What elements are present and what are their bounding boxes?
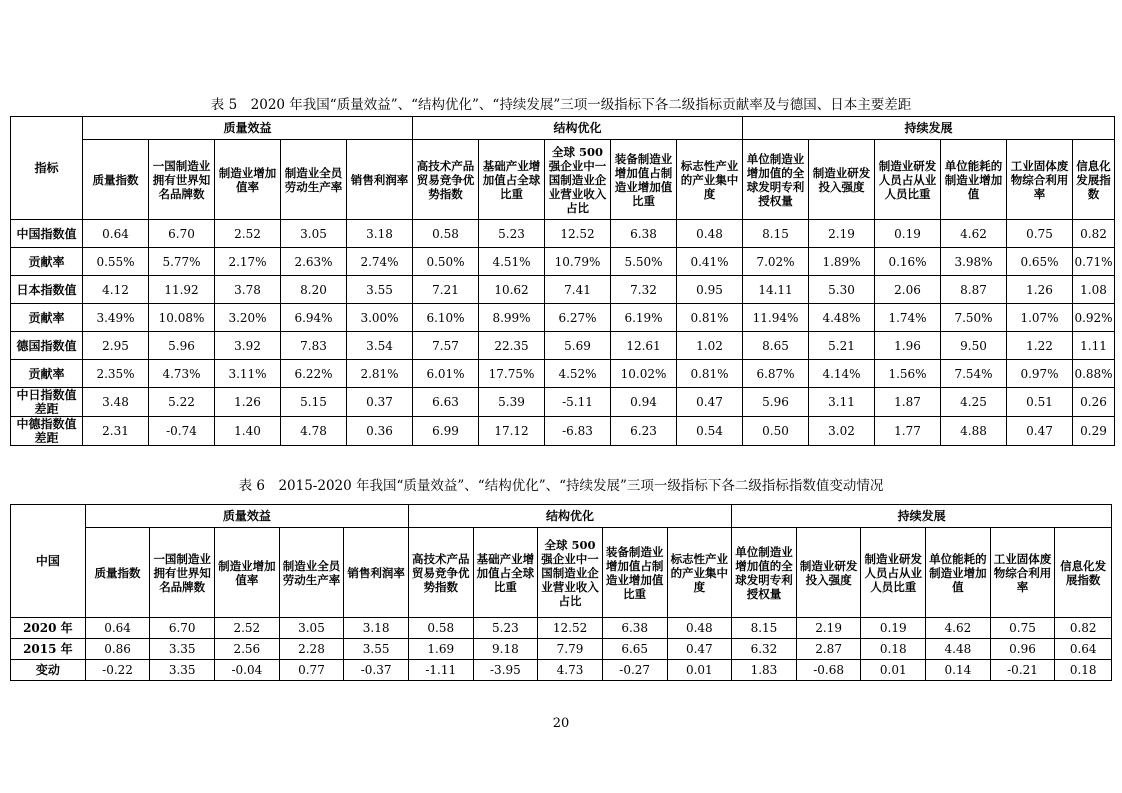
table-cell: 2.35% bbox=[83, 360, 149, 388]
table-cell: -5.11 bbox=[545, 388, 611, 417]
table-cell: 12.61 bbox=[611, 332, 677, 360]
table-cell: 3.54 bbox=[347, 332, 413, 360]
table-cell: 4.62 bbox=[926, 618, 991, 639]
table-cell: 7.79 bbox=[538, 639, 603, 660]
table-cell: -1.11 bbox=[408, 660, 473, 681]
table-cell: 0.26 bbox=[1073, 388, 1115, 417]
column-header: 装备制造业增加值占制造业增加值比重 bbox=[611, 140, 677, 220]
table-cell: 0.01 bbox=[861, 660, 926, 681]
table-cell: -0.37 bbox=[344, 660, 409, 681]
table-cell: 0.96 bbox=[990, 639, 1055, 660]
table-cell: 3.05 bbox=[281, 220, 347, 248]
table-cell: 1.07% bbox=[1007, 304, 1073, 332]
row-label: 贡献率 bbox=[11, 304, 83, 332]
column-header: 制造业全员劳动生产率 bbox=[279, 528, 344, 618]
table-cell: 3.92 bbox=[215, 332, 281, 360]
table-cell: 5.39 bbox=[479, 388, 545, 417]
table-cell: 7.41 bbox=[545, 276, 611, 304]
table-cell: 14.11 bbox=[743, 276, 809, 304]
table-cell: 10.62 bbox=[479, 276, 545, 304]
column-header: 全球 500 强企业中一国制造业企业营业收入占比 bbox=[545, 140, 611, 220]
table-cell: 6.27% bbox=[545, 304, 611, 332]
table-cell: 17.12 bbox=[479, 417, 545, 446]
table-cell: 11.92 bbox=[149, 276, 215, 304]
table-cell: 8.15 bbox=[732, 618, 797, 639]
group-header: 结构优化 bbox=[413, 117, 743, 140]
table-cell: 0.81% bbox=[677, 304, 743, 332]
column-header: 销售利润率 bbox=[347, 140, 413, 220]
column-header: 制造业研发人员占从业人员比重 bbox=[861, 528, 926, 618]
table-cell: 5.21 bbox=[809, 332, 875, 360]
group-header: 持续发展 bbox=[732, 505, 1112, 528]
table-cell: 0.75 bbox=[990, 618, 1055, 639]
column-header: 信息化发展指数 bbox=[1073, 140, 1115, 220]
table-cell: -3.95 bbox=[473, 660, 538, 681]
corner-label: 指标 bbox=[11, 117, 83, 220]
table-cell: 4.73 bbox=[538, 660, 603, 681]
table-cell: 6.01% bbox=[413, 360, 479, 388]
row-label: 中德指数值差距 bbox=[11, 417, 83, 446]
table-cell: 5.50% bbox=[611, 248, 677, 276]
column-header: 高技术产品贸易竞争优势指数 bbox=[413, 140, 479, 220]
group-header: 质量效益 bbox=[83, 117, 413, 140]
column-header: 单位能耗的制造业增加值 bbox=[941, 140, 1007, 220]
table-cell: 6.38 bbox=[602, 618, 667, 639]
table-cell: 22.35 bbox=[479, 332, 545, 360]
column-header: 制造业增加值率 bbox=[215, 140, 281, 220]
table-cell: 0.88% bbox=[1073, 360, 1115, 388]
table-cell: 4.51% bbox=[479, 248, 545, 276]
table-cell: 1.87 bbox=[875, 388, 941, 417]
table6-caption: 表 6 2015-2020 年我国“质量效益”、“结构优化”、“持续发展”三项一级指标下各二级指标指数值变动情况 bbox=[238, 478, 884, 494]
table-row bbox=[11, 304, 1115, 332]
row-label: 中国指数值 bbox=[11, 220, 83, 248]
row-label: 贡献率 bbox=[11, 360, 83, 388]
row-label: 日本指数值 bbox=[11, 276, 83, 304]
row-label: 德国指数值 bbox=[11, 332, 83, 360]
table-cell: 3.18 bbox=[344, 618, 409, 639]
table-cell: 3.11% bbox=[215, 360, 281, 388]
column-header: 工业固体废物综合利用率 bbox=[990, 528, 1055, 618]
table-cell: 1.26 bbox=[215, 388, 281, 417]
column-header: 标志性产业的产业集中度 bbox=[677, 140, 743, 220]
table-cell: 3.55 bbox=[344, 639, 409, 660]
table-cell: 2.63% bbox=[281, 248, 347, 276]
column-header: 质量指数 bbox=[83, 140, 149, 220]
table-cell: 2.74% bbox=[347, 248, 413, 276]
table-cell: 6.38 bbox=[611, 220, 677, 248]
table-cell: 4.62 bbox=[941, 220, 1007, 248]
table-cell: 2.17% bbox=[215, 248, 281, 276]
table-cell: 3.78 bbox=[215, 276, 281, 304]
table-cell: -0.22 bbox=[85, 660, 150, 681]
table-cell: 1.26 bbox=[1007, 276, 1073, 304]
table-cell: 6.94% bbox=[281, 304, 347, 332]
table-cell: -0.74 bbox=[149, 417, 215, 446]
table-cell: 8.20 bbox=[281, 276, 347, 304]
table-row bbox=[11, 332, 1115, 360]
corner-label: 中国 bbox=[11, 505, 86, 618]
table-cell: 0.47 bbox=[1007, 417, 1073, 446]
table-cell: 1.69 bbox=[408, 639, 473, 660]
table-cell: 7.02% bbox=[743, 248, 809, 276]
group-header: 质量效益 bbox=[85, 505, 408, 528]
row-label: 贡献率 bbox=[11, 248, 83, 276]
table-cell: 2.28 bbox=[279, 639, 344, 660]
table-cell: 7.54% bbox=[941, 360, 1007, 388]
table-cell: 0.29 bbox=[1073, 417, 1115, 446]
table-cell: 0.50 bbox=[743, 417, 809, 446]
table-cell: 3.48 bbox=[83, 388, 149, 417]
column-header: 销售利润率 bbox=[344, 528, 409, 618]
column-header: 制造业研发投入强度 bbox=[796, 528, 861, 618]
table6 bbox=[10, 504, 1112, 681]
table-cell: 2.06 bbox=[875, 276, 941, 304]
table-cell: 1.74% bbox=[875, 304, 941, 332]
table-cell: 4.14% bbox=[809, 360, 875, 388]
table-cell: 8.65 bbox=[743, 332, 809, 360]
column-header: 信息化发展指数 bbox=[1055, 528, 1112, 618]
table-cell: 3.02 bbox=[809, 417, 875, 446]
table-cell: 0.51 bbox=[1007, 388, 1073, 417]
table-row bbox=[11, 360, 1115, 388]
column-header: 全球 500 强企业中一国制造业企业营业收入占比 bbox=[538, 528, 603, 618]
table-cell: 5.96 bbox=[743, 388, 809, 417]
column-header: 基础产业增加值占全球比重 bbox=[479, 140, 545, 220]
table-cell: 1.11 bbox=[1073, 332, 1115, 360]
table-cell: 0.58 bbox=[408, 618, 473, 639]
table-cell: 0.41% bbox=[677, 248, 743, 276]
table-cell: 2.56 bbox=[215, 639, 280, 660]
table-cell: 6.23 bbox=[611, 417, 677, 446]
table-cell: 0.48 bbox=[667, 618, 732, 639]
table-cell: 7.32 bbox=[611, 276, 677, 304]
table-row bbox=[11, 276, 1115, 304]
table-cell: 0.01 bbox=[667, 660, 732, 681]
column-header: 标志性产业的产业集中度 bbox=[667, 528, 732, 618]
column-header: 单位制造业增加值的全球发明专利授权量 bbox=[732, 528, 797, 618]
table-cell: 4.73% bbox=[149, 360, 215, 388]
table-cell: 6.87% bbox=[743, 360, 809, 388]
table-cell: 6.22% bbox=[281, 360, 347, 388]
table-cell: 0.37 bbox=[347, 388, 413, 417]
table-cell: 1.96 bbox=[875, 332, 941, 360]
table-cell: 4.48% bbox=[809, 304, 875, 332]
table-cell: 3.05 bbox=[279, 618, 344, 639]
table-cell: 0.55% bbox=[83, 248, 149, 276]
table-cell: 2.87 bbox=[796, 639, 861, 660]
table-cell: 3.20% bbox=[215, 304, 281, 332]
table-cell: 0.14 bbox=[926, 660, 991, 681]
table-cell: 2.52 bbox=[215, 618, 280, 639]
table-cell: 0.19 bbox=[861, 618, 926, 639]
table-cell: 0.36 bbox=[347, 417, 413, 446]
table-cell: 0.65% bbox=[1007, 248, 1073, 276]
table-cell: 7.57 bbox=[413, 332, 479, 360]
table-cell: 12.52 bbox=[545, 220, 611, 248]
table-cell: 1.56% bbox=[875, 360, 941, 388]
table-cell: 5.22 bbox=[149, 388, 215, 417]
table-cell: 0.75 bbox=[1007, 220, 1073, 248]
table-cell: -6.83 bbox=[545, 417, 611, 446]
table-cell: 0.16% bbox=[875, 248, 941, 276]
column-header: 制造业全员劳动生产率 bbox=[281, 140, 347, 220]
table-cell: 1.40 bbox=[215, 417, 281, 446]
table-cell: 6.70 bbox=[149, 220, 215, 248]
column-header: 一国制造业拥有世界知名品牌数 bbox=[150, 528, 215, 618]
table-cell: 0.81% bbox=[677, 360, 743, 388]
table-cell: 5.23 bbox=[479, 220, 545, 248]
table-cell: 3.55 bbox=[347, 276, 413, 304]
table-cell: 0.50% bbox=[413, 248, 479, 276]
table-cell: 6.19% bbox=[611, 304, 677, 332]
table-cell: 0.64 bbox=[1055, 639, 1112, 660]
column-header: 工业固体废物综合利用率 bbox=[1007, 140, 1073, 220]
table-cell: 2.81% bbox=[347, 360, 413, 388]
table-cell: 6.10% bbox=[413, 304, 479, 332]
table-cell: 3.35 bbox=[150, 660, 215, 681]
table-cell: 4.12 bbox=[83, 276, 149, 304]
table-cell: 3.49% bbox=[83, 304, 149, 332]
table-cell: 0.82 bbox=[1055, 618, 1112, 639]
table-cell: -0.04 bbox=[215, 660, 280, 681]
table-cell: 2.31 bbox=[83, 417, 149, 446]
table-cell: 6.99 bbox=[413, 417, 479, 446]
table-cell: 10.08% bbox=[149, 304, 215, 332]
column-header: 质量指数 bbox=[85, 528, 150, 618]
table-cell: 0.86 bbox=[85, 639, 150, 660]
table-cell: 5.15 bbox=[281, 388, 347, 417]
table-cell: 0.77 bbox=[279, 660, 344, 681]
table-cell: 0.48 bbox=[677, 220, 743, 248]
table-cell: -0.21 bbox=[990, 660, 1055, 681]
column-header: 单位能耗的制造业增加值 bbox=[926, 528, 991, 618]
table-row bbox=[11, 417, 1115, 446]
table-cell: 3.98% bbox=[941, 248, 1007, 276]
table-cell: 1.83 bbox=[732, 660, 797, 681]
table-cell: 0.82 bbox=[1073, 220, 1115, 248]
table-cell: 0.18 bbox=[861, 639, 926, 660]
table-cell: 1.08 bbox=[1073, 276, 1115, 304]
table-row bbox=[11, 660, 1112, 681]
table-row bbox=[11, 639, 1112, 660]
column-header: 制造业增加值率 bbox=[215, 528, 280, 618]
table-cell: 4.48 bbox=[926, 639, 991, 660]
column-header: 制造业研发投入强度 bbox=[809, 140, 875, 220]
table-cell: 9.18 bbox=[473, 639, 538, 660]
table-cell: 8.15 bbox=[743, 220, 809, 248]
table-cell: 0.64 bbox=[85, 618, 150, 639]
row-label: 中日指数值差距 bbox=[11, 388, 83, 417]
group-header: 结构优化 bbox=[408, 505, 731, 528]
table-row bbox=[11, 388, 1115, 417]
table-cell: 4.52% bbox=[545, 360, 611, 388]
row-label: 变动 bbox=[11, 660, 86, 681]
table-cell: 6.32 bbox=[732, 639, 797, 660]
table-cell: 1.02 bbox=[677, 332, 743, 360]
table-cell: 0.18 bbox=[1055, 660, 1112, 681]
table-cell: 3.11 bbox=[809, 388, 875, 417]
table5 bbox=[10, 116, 1115, 446]
table-cell: 4.78 bbox=[281, 417, 347, 446]
group-header: 持续发展 bbox=[743, 117, 1115, 140]
table-cell: 0.19 bbox=[875, 220, 941, 248]
table-cell: 0.64 bbox=[83, 220, 149, 248]
table-cell: 1.22 bbox=[1007, 332, 1073, 360]
table-cell: 7.83 bbox=[281, 332, 347, 360]
column-header: 单位制造业增加值的全球发明专利授权量 bbox=[743, 140, 809, 220]
table-cell: 6.70 bbox=[150, 618, 215, 639]
table-cell: 0.71% bbox=[1073, 248, 1115, 276]
table-cell: 2.95 bbox=[83, 332, 149, 360]
table-cell: -0.68 bbox=[796, 660, 861, 681]
table-cell: 4.25 bbox=[941, 388, 1007, 417]
table-cell: 0.92% bbox=[1073, 304, 1115, 332]
table-cell: 5.30 bbox=[809, 276, 875, 304]
table-row bbox=[11, 248, 1115, 276]
table-cell: 0.47 bbox=[677, 388, 743, 417]
table-cell: 4.88 bbox=[941, 417, 1007, 446]
table-row bbox=[11, 220, 1115, 248]
table-cell: 0.95 bbox=[677, 276, 743, 304]
table-cell: 2.19 bbox=[809, 220, 875, 248]
table-cell: 2.52 bbox=[215, 220, 281, 248]
table-cell: 3.00% bbox=[347, 304, 413, 332]
table-cell: 6.63 bbox=[413, 388, 479, 417]
table-cell: 17.75% bbox=[479, 360, 545, 388]
table-cell: 5.69 bbox=[545, 332, 611, 360]
column-header: 基础产业增加值占全球比重 bbox=[473, 528, 538, 618]
column-header: 高技术产品贸易竞争优势指数 bbox=[408, 528, 473, 618]
table-cell: 3.18 bbox=[347, 220, 413, 248]
row-label: 2015 年 bbox=[11, 639, 86, 660]
table-cell: 12.52 bbox=[538, 618, 603, 639]
table-cell: 1.89% bbox=[809, 248, 875, 276]
column-header: 装备制造业增加值占制造业增加值比重 bbox=[602, 528, 667, 618]
table-cell: 5.77% bbox=[149, 248, 215, 276]
table-cell: 1.77 bbox=[875, 417, 941, 446]
table-cell: 10.02% bbox=[611, 360, 677, 388]
table-row bbox=[11, 618, 1112, 639]
table-cell: 2.19 bbox=[796, 618, 861, 639]
table-cell: 10.79% bbox=[545, 248, 611, 276]
table-cell: 7.21 bbox=[413, 276, 479, 304]
table-cell: 8.99% bbox=[479, 304, 545, 332]
table-cell: 5.23 bbox=[473, 618, 538, 639]
table-cell: 9.50 bbox=[941, 332, 1007, 360]
column-header: 制造业研发人员占从业人员比重 bbox=[875, 140, 941, 220]
table-cell: 6.65 bbox=[602, 639, 667, 660]
column-header: 一国制造业拥有世界知名品牌数 bbox=[149, 140, 215, 220]
table-cell: 0.97% bbox=[1007, 360, 1073, 388]
row-label: 2020 年 bbox=[11, 618, 86, 639]
table-cell: 3.35 bbox=[150, 639, 215, 660]
table-cell: 0.94 bbox=[611, 388, 677, 417]
table-cell: 0.58 bbox=[413, 220, 479, 248]
table-cell: 7.50% bbox=[941, 304, 1007, 332]
table-cell: 5.96 bbox=[149, 332, 215, 360]
table5-caption: 表 5 2020 年我国“质量效益”、“结构优化”、“持续发展”三项一级指标下各二级指标贡献率及与德国、日本主要差距 bbox=[210, 97, 912, 113]
page-number: 20 bbox=[552, 716, 570, 731]
table-cell: -0.27 bbox=[602, 660, 667, 681]
table-cell: 11.94% bbox=[743, 304, 809, 332]
table-cell: 0.47 bbox=[667, 639, 732, 660]
table-cell: 8.87 bbox=[941, 276, 1007, 304]
table-cell: 0.54 bbox=[677, 417, 743, 446]
